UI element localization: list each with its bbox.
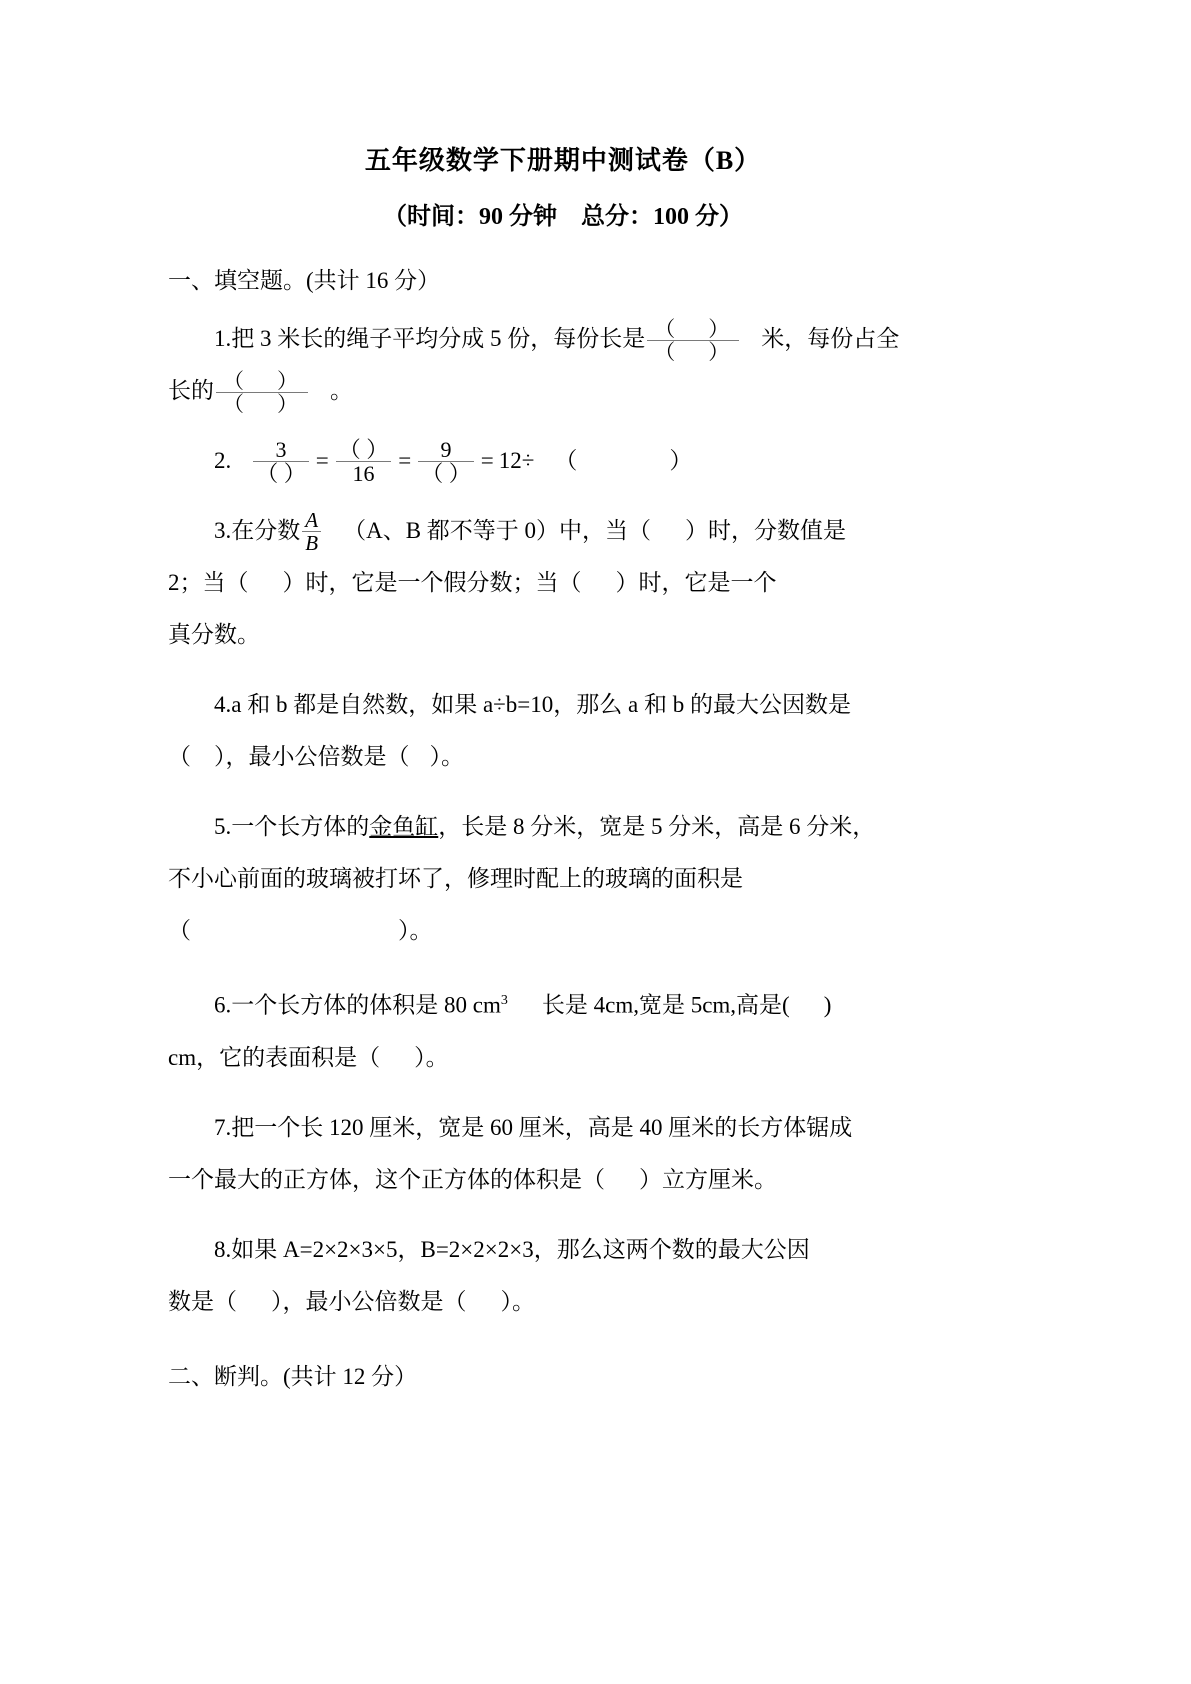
question-1-text-a: 把 3 米长的绳子平均分成 5 份，每份长是 [231, 326, 646, 352]
question-3-text-b-close: ）时，分数值是 [685, 518, 847, 544]
question-3-fraction-ab [302, 509, 321, 555]
question-5-text-pre: 一个长方体的 [231, 814, 370, 840]
question-1-number: 1. [214, 326, 232, 352]
question-8-number: 8. [214, 1237, 232, 1263]
fraction-denominator: （ ） [223, 392, 304, 417]
question-1-fraction-1 [647, 318, 739, 364]
exam-subtitle [168, 178, 958, 232]
question-5-number: 5. [214, 814, 232, 840]
question-6-text-b: 长是 4cm,宽是 5cm,高是( [541, 993, 790, 1019]
fraction-numerator: 3 [253, 438, 309, 463]
fraction-denominator: 16 [352, 461, 375, 487]
question-2-equals-3: = [480, 448, 494, 474]
fraction-denominator: （ ） [421, 461, 471, 487]
question-3-text-d: 真分数。 [168, 622, 260, 648]
section-heading-true-false: 二、断判。(共计 12 分） [168, 1364, 418, 1390]
question-5-line-3: （ ）。 [168, 918, 433, 944]
question-5-line-2: 不小心前面的玻璃被打坏了，修理时配上的玻璃的面积是 [168, 866, 743, 892]
question-6-number: 6. [214, 993, 232, 1019]
fraction-numerator: （ ） [647, 318, 739, 342]
question-3-text-a: 在分数 [231, 518, 301, 544]
question-6-text-a: 一个长方体的体积是 80 cm [231, 993, 501, 1019]
fraction-numerator: A [302, 509, 321, 533]
fraction-denominator: （ ） [654, 340, 736, 365]
question-3-text-b: （A、B 都不等于 0）中，当（ [343, 518, 652, 544]
page-title: 五年级数学下册期中测试卷（B） [364, 146, 762, 175]
question-7-line-2-pre: 一个最大的正方体，这个正方体的体积是（ [168, 1167, 605, 1193]
question-2-tail: 12÷ [498, 448, 535, 474]
subtitle-text: （时间：90 分钟 总分：100 分） [383, 203, 743, 230]
question-5-underlined-term: 金鱼缸 [369, 814, 439, 840]
question-7 [168, 1084, 958, 1206]
question-1-text-c: 长的 [168, 378, 214, 404]
question-4-number: 4. [214, 692, 232, 718]
question-2-equals-2: = [398, 448, 412, 474]
question-2-fraction-1 [253, 438, 309, 487]
question-6-line-2: cm，它的表面积是（ [168, 1045, 381, 1071]
question-8-line-1: 如果 A=2×2×3×5，B=2×2×2×3，那么这两个数的最大公因 [231, 1237, 810, 1263]
question-6-text-b-close: ) [823, 993, 832, 1019]
question-2-fraction-3 [418, 438, 474, 487]
question-2-blank: （ ） [554, 448, 693, 474]
question-1-fraction-2 [216, 370, 308, 416]
question-3-text-c-close: ）时，它是一个 [615, 570, 777, 596]
cubic-exponent: 3 [500, 993, 508, 1009]
question-7-line-2-post: ）立方厘米。 [639, 1167, 777, 1193]
fraction-numerator: 9 [418, 438, 474, 463]
question-4 [168, 661, 958, 783]
question-3-number: 3. [214, 518, 232, 544]
question-2-equals-1: = [315, 448, 329, 474]
question-8-line-2-post: ）。 [500, 1289, 535, 1315]
question-1-text-b: 米，每份占全 [761, 326, 900, 352]
fraction-denominator: B [305, 531, 319, 556]
question-3-text-c-mid: ）时，它是一个假分数；当（ [282, 570, 582, 596]
question-7-line-1: 把一个长 120 厘米，宽是 60 厘米，高是 40 厘米的长方体锯成 [231, 1115, 853, 1141]
question-2-number: 2. [214, 448, 232, 474]
question-4-line-1: a 和 b 都是自然数，如果 a÷b=10，那么 a 和 b 的最大公因数是 [231, 692, 851, 718]
question-8 [168, 1206, 958, 1328]
fraction-denominator: （ ） [256, 461, 306, 487]
question-3-text-c: 2；当（ [168, 570, 249, 596]
question-7-number: 7. [214, 1115, 232, 1141]
question-2 [168, 417, 958, 487]
question-4-line-2-pre: （ ），最小公倍数是（ [168, 744, 410, 770]
question-3 [168, 487, 958, 661]
question-4-line-2-post: ）。 [429, 744, 464, 770]
page-content [168, 0, 958, 1392]
question-8-line-2-mid: ），最小公倍数是（ [271, 1289, 467, 1315]
question-1 [168, 295, 958, 417]
question-8-line-2-pre: 数是（ [168, 1289, 237, 1315]
question-6 [168, 957, 958, 1084]
question-1-text-d: 。 [330, 378, 353, 404]
section-heading-fill-in-blanks: 一、填空题。(共计 16 分） [168, 267, 441, 293]
question-6-line-2-close: ）。 [414, 1045, 449, 1071]
question-2-fraction-2 [336, 438, 392, 487]
question-5 [168, 783, 958, 957]
fraction-numerator: （ ） [336, 438, 392, 463]
fraction-numerator: （ ） [216, 370, 308, 394]
question-5-text-post: ，长是 8 分米，宽是 5 分米，高是 6 分米， [438, 814, 876, 840]
